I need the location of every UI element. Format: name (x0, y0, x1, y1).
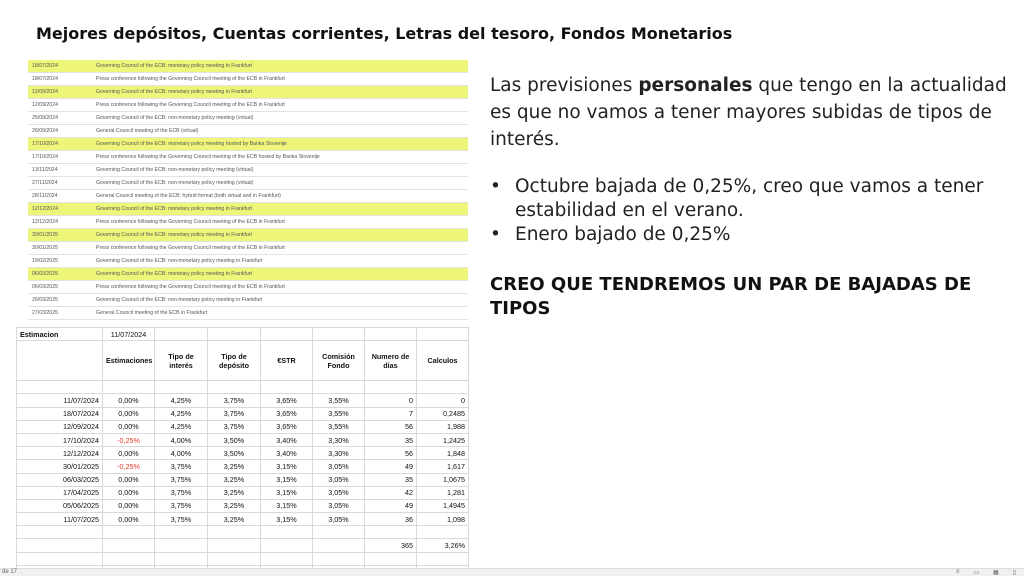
ecb-event-date: 12/12/2024 (32, 219, 58, 225)
sheet-data-row (17, 447, 469, 460)
sheet-blank-row (17, 552, 469, 565)
interest-rate-cell[interactable]: 4,25% (155, 420, 208, 433)
sheet-data-row (17, 486, 469, 499)
forecast-bullet (490, 223, 1010, 247)
deposit-rate-cell[interactable]: 3,25% (208, 513, 261, 526)
days-cell[interactable]: 7 (365, 407, 417, 420)
ecb-event-name: Governing Council of the ECB: non-monetary policy meeting in Frankfurt (96, 258, 263, 264)
sheet-header-row (17, 341, 469, 381)
calc-cell[interactable]: 1,4945 (417, 499, 469, 512)
ecb-event-name: Press conference following the Governing Council meeting of the ECB in Frankfurt (96, 102, 285, 108)
ecb-event-date: 17/10/2024 (32, 154, 58, 160)
notes-icon[interactable]: ≡ (955, 569, 960, 575)
intro-emphasis: personales (638, 75, 753, 96)
reading-view-icon[interactable]: ▯ (1012, 570, 1016, 576)
slide-title: Mejores depósitos, Cuentas corrientes, Letras del tesoro, Fondos Monetarios (36, 24, 733, 43)
bullet-dot-icon: • (490, 176, 501, 197)
days-cell[interactable]: 49 (365, 499, 417, 512)
estr-cell[interactable]: 3,15% (261, 460, 313, 473)
ecb-event-row (28, 177, 468, 190)
ecb-event-name: General Council meeting of the ECB in Frankfurt (96, 310, 208, 316)
estimate-cell[interactable]: 0,00% (103, 407, 155, 420)
fund-fee-cell[interactable]: 3,05% (313, 486, 365, 499)
status-bar (0, 568, 1024, 576)
sheet-column-header[interactable]: Calculos (417, 341, 469, 381)
interest-rate-cell[interactable]: 3,75% (155, 486, 208, 499)
ecb-event-date: 06/03/2025 (32, 271, 58, 277)
days-cell[interactable]: 42 (365, 486, 417, 499)
ecb-event-date: 19/02/2025 (32, 258, 58, 264)
estimate-cell[interactable]: -0,25% (103, 460, 155, 473)
ecb-event-name: Governing Council of the ECB: non-monetary policy meeting in Frankfurt (96, 297, 263, 303)
interest-rate-cell[interactable]: 4,00% (155, 433, 208, 446)
forecast-intro: Las previsiones personales que tengo en la actualidad es que no vamos a tener mayores subidas de tipos de interés. (490, 75, 1007, 150)
fund-fee-cell[interactable]: 3,55% (313, 407, 365, 420)
ecb-event-row (28, 294, 468, 307)
sheet-blank-row (17, 526, 469, 539)
ecb-event-date: 27/11/2024 (32, 180, 58, 186)
estr-cell[interactable]: 3,40% (261, 433, 313, 446)
forecast-bullet-text: Octubre bajada de 0,25%, creo que vamos a tener estabilidad en el verano. (515, 176, 984, 221)
ecb-event-name: Governing Council of the ECB: non-monetary policy meeting (virtual) (96, 180, 254, 186)
days-cell[interactable]: 49 (365, 460, 417, 473)
interest-rate-cell[interactable]: 3,75% (155, 513, 208, 526)
ecb-event-name: Governing Council of the ECB: non-monetary policy meeting (virtual) (96, 167, 254, 173)
calc-cell[interactable]: 1,848 (417, 447, 469, 460)
interest-rate-cell[interactable]: 3,75% (155, 460, 208, 473)
interest-rate-cell[interactable]: 4,00% (155, 447, 208, 460)
interest-rate-cell[interactable]: 3,75% (155, 473, 208, 486)
normal-view-icon[interactable]: ▭ (973, 570, 980, 576)
deposit-rate-cell[interactable]: 3,25% (208, 499, 261, 512)
ecb-event-name: Governing Council of the ECB: monetary policy meeting in Frankfurt (96, 206, 252, 212)
ecb-event-name: Governing Council of the ECB: monetary policy meeting in Frankfurt (96, 271, 252, 277)
ecb-event-name: Governing Council of the ECB: monetary policy meeting in Frankfurt (96, 89, 252, 95)
ecb-calendar-list (28, 60, 468, 320)
ecb-event-date: 18/07/2024 (32, 63, 58, 69)
ecb-event-name: Press conference following the Governing Council meeting of the ECB hosted by Banka Slovenije (96, 154, 320, 160)
sheet-column-header[interactable]: Comisión Fondo (313, 341, 365, 381)
ecb-event-row (28, 60, 468, 73)
estimate-cell[interactable]: 0,00% (103, 473, 155, 486)
sheet-data-row (17, 460, 469, 473)
days-cell[interactable]: 35 (365, 473, 417, 486)
ecb-event-date: 13/11/2024 (32, 167, 58, 173)
sheet-top-row (17, 328, 469, 341)
calc-cell[interactable]: 1,617 (417, 460, 469, 473)
ecb-event-date: 18/07/2024 (32, 76, 58, 82)
calc-cell[interactable]: 1,281 (417, 486, 469, 499)
fund-fee-cell[interactable]: 3,55% (313, 420, 365, 433)
total-calc-cell[interactable]: 3,26% (417, 539, 469, 552)
ecb-event-row (28, 307, 468, 320)
estimate-cell[interactable]: 0,00% (103, 513, 155, 526)
ecb-event-name: General Council meeting of the ECB (virtual) (96, 128, 199, 134)
date-cell[interactable]: 11/07/2024 (17, 394, 103, 407)
ecb-event-row (28, 242, 468, 255)
days-cell[interactable]: 35 (365, 433, 417, 446)
fund-fee-cell[interactable]: 3,05% (313, 513, 365, 526)
ecb-event-date: 30/01/2025 (32, 232, 58, 238)
sheet-column-header[interactable]: Estimaciones (103, 341, 155, 381)
ecb-event-name: General Council meeting of the ECB: hybrid format (both virtual and in Frankfurt) (96, 193, 281, 199)
ecb-event-row (28, 99, 468, 112)
estr-cell[interactable]: 3,65% (261, 394, 313, 407)
ecb-event-date: 12/09/2024 (32, 89, 58, 95)
fund-fee-cell[interactable]: 3,30% (313, 433, 365, 446)
forecast-bullet-text: Enero bajado de 0,25% (515, 224, 731, 245)
sheet-column-header[interactable]: Numero de días (365, 341, 417, 381)
interest-rate-cell[interactable]: 4,25% (155, 394, 208, 407)
ecb-event-row (28, 138, 468, 151)
calc-cell[interactable]: 1,2425 (417, 433, 469, 446)
ecb-event-row (28, 281, 468, 294)
sheet-column-header[interactable]: €STR (261, 341, 313, 381)
deposit-rate-cell[interactable]: 3,25% (208, 460, 261, 473)
ecb-event-row (28, 151, 468, 164)
ecb-event-row (28, 164, 468, 177)
date-cell[interactable]: 05/06/2025 (17, 499, 103, 512)
sheet-totals-row (17, 539, 469, 552)
ecb-event-name: Governing Council of the ECB: non-monetary policy meeting (virtual) (96, 115, 254, 121)
estimate-cell[interactable]: 0,00% (103, 420, 155, 433)
date-cell[interactable]: 18/07/2024 (17, 407, 103, 420)
estimate-cell[interactable]: 0,00% (103, 499, 155, 512)
ecb-event-name: Governing Council of the ECB: monetary policy meeting hosted by Banka Slovenije (96, 141, 287, 147)
calc-cell[interactable]: 0,2485 (417, 407, 469, 420)
forecast-bullets (490, 175, 1010, 247)
slide-counter: de 17 (2, 569, 18, 575)
estr-cell[interactable]: 3,15% (261, 473, 313, 486)
sheet-data-row (17, 499, 469, 512)
deposit-rate-cell[interactable]: 3,25% (208, 486, 261, 499)
sheet-data-row (17, 420, 469, 433)
interest-rate-cell[interactable]: 3,75% (155, 499, 208, 512)
sheet-date-cell[interactable]: 11/07/2024 (103, 328, 155, 341)
ecb-event-row (28, 203, 468, 216)
bullet-dot-icon: • (490, 224, 501, 245)
fund-fee-cell[interactable]: 3,05% (313, 460, 365, 473)
date-cell[interactable]: 12/09/2024 (17, 420, 103, 433)
fund-fee-cell[interactable]: 3,05% (313, 473, 365, 486)
ecb-event-row (28, 229, 468, 242)
sheet-column-header[interactable]: Tipo de interés (155, 341, 208, 381)
ecb-event-name: Press conference following the Governing Council meeting of the ECB in Frankfurt (96, 219, 285, 225)
estr-cell[interactable]: 3,15% (261, 486, 313, 499)
date-cell[interactable]: 17/10/2024 (17, 433, 103, 446)
sheet-column-header[interactable]: Tipo de depósito (208, 341, 261, 381)
date-cell[interactable]: 06/03/2025 (17, 473, 103, 486)
estr-cell[interactable]: 3,40% (261, 447, 313, 460)
sheet-data-row (17, 407, 469, 420)
ecb-event-name: Press conference following the Governing Council meeting of the ECB in Frankfurt (96, 76, 285, 82)
ecb-event-date: 27/03/2025 (32, 310, 58, 316)
days-cell[interactable]: 56 (365, 420, 417, 433)
deposit-rate-cell[interactable]: 3,75% (208, 420, 261, 433)
date-cell[interactable]: 30/01/2025 (17, 460, 103, 473)
ecb-event-row (28, 125, 468, 138)
sheet-title-cell[interactable]: Estimacion (17, 328, 103, 341)
ecb-event-row (28, 190, 468, 203)
sheet-data-row (17, 513, 469, 526)
total-days-cell[interactable]: 365 (365, 539, 417, 552)
ecb-event-name: Press conference following the Governing Council meeting of the ECB in Frankfurt (96, 284, 285, 290)
deposit-rate-cell[interactable]: 3,75% (208, 394, 261, 407)
ecb-event-date: 26/09/2024 (32, 128, 58, 134)
ecb-event-row (28, 112, 468, 125)
ecb-event-name: Governing Council of the ECB: monetary policy meeting in Frankfurt (96, 63, 252, 69)
estr-cell[interactable]: 3,15% (261, 513, 313, 526)
estr-cell[interactable]: 3,15% (261, 499, 313, 512)
calc-cell[interactable]: 1,988 (417, 420, 469, 433)
forecast-bullet (490, 175, 1010, 223)
sheet-data-row (17, 433, 469, 446)
days-cell[interactable]: 0 (365, 394, 417, 407)
deposit-rate-cell[interactable]: 3,75% (208, 407, 261, 420)
sheet-data-row (17, 473, 469, 486)
estimate-cell[interactable]: 0,00% (103, 394, 155, 407)
estimate-cell[interactable]: 0,00% (103, 486, 155, 499)
ecb-event-name: Press conference following the Governing Council meeting of the ECB in Frankfurt (96, 245, 285, 251)
ecb-event-row (28, 86, 468, 99)
ecb-event-date: 06/03/2025 (32, 284, 58, 290)
fund-fee-cell[interactable]: 3,55% (313, 394, 365, 407)
ecb-event-date: 12/09/2024 (32, 102, 58, 108)
ecb-event-name: Governing Council of the ECB: monetary policy meeting in Frankfurt (96, 232, 252, 238)
ecb-event-date: 28/11/2024 (32, 193, 58, 199)
calc-cell[interactable]: 1,0675 (417, 473, 469, 486)
interest-rate-cell[interactable]: 4,25% (155, 407, 208, 420)
ecb-event-date: 30/01/2025 (32, 245, 58, 251)
estimate-cell[interactable]: -0,25% (103, 433, 155, 446)
deposit-rate-cell[interactable]: 3,25% (208, 473, 261, 486)
deposit-rate-cell[interactable]: 3,50% (208, 433, 261, 446)
sheet-blank-row (17, 381, 469, 394)
sheet-data-row (17, 394, 469, 407)
fund-fee-cell[interactable]: 3,05% (313, 499, 365, 512)
estr-cell[interactable]: 3,65% (261, 420, 313, 433)
ecb-event-date: 17/10/2024 (32, 141, 58, 147)
forecast-conclusion: CREO QUE TENDREMOS UN PAR DE BAJADAS DE TIPOS (490, 274, 972, 319)
deposit-rate-cell[interactable]: 3,50% (208, 447, 261, 460)
ecb-event-row (28, 268, 468, 281)
ecb-event-row (28, 255, 468, 268)
ecb-event-row (28, 216, 468, 229)
ecb-event-date: 26/03/2025 (32, 297, 58, 303)
estimate-cell[interactable]: 0,00% (103, 447, 155, 460)
calc-cell[interactable]: 1,098 (417, 513, 469, 526)
days-cell[interactable]: 36 (365, 513, 417, 526)
ecb-event-row (28, 73, 468, 86)
days-cell[interactable]: 56 (365, 447, 417, 460)
ecb-event-date: 12/12/2024 (32, 206, 58, 212)
fund-fee-cell[interactable]: 3,30% (313, 447, 365, 460)
estr-cell[interactable]: 3,65% (261, 407, 313, 420)
slide-sorter-icon[interactable]: ▦ (993, 570, 999, 576)
forecast-panel (490, 72, 1010, 321)
date-cell[interactable]: 17/04/2025 (17, 486, 103, 499)
date-cell[interactable]: 11/07/2025 (17, 513, 103, 526)
date-cell[interactable]: 12/12/2024 (17, 447, 103, 460)
ecb-event-date: 25/09/2024 (32, 115, 58, 121)
estimation-sheet (16, 327, 469, 576)
calc-cell[interactable]: 0 (417, 394, 469, 407)
